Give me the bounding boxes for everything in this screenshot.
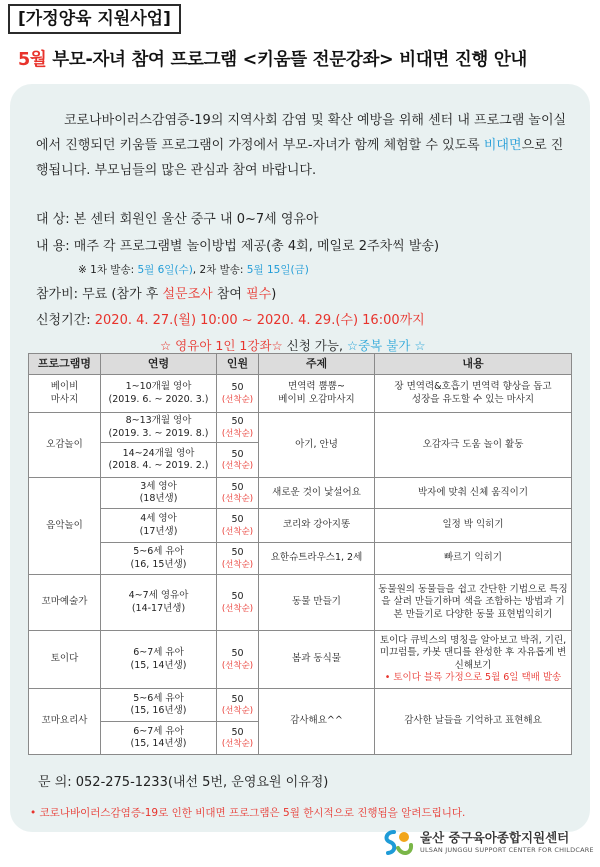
content-cell: 박자에 맞춰 신체 움직이기	[375, 478, 572, 509]
content-cell: 일정 박 익히기	[375, 509, 572, 543]
footnote: • 코로나바이러스감염증-19로 인한 비대면 프로그램은 5월 한시적으로 진행됨을 알려드립니다.	[30, 807, 466, 819]
topic-cell: 감사해요^^	[259, 689, 375, 755]
capacity-cell	[217, 722, 259, 755]
note-date-1: 5월 6일(수)	[137, 264, 193, 276]
program-name: 음악놀이	[29, 478, 101, 575]
table-row	[29, 478, 572, 509]
capacity-cell	[217, 443, 259, 478]
program-name: 오감놀이	[29, 413, 101, 478]
title-month: 5월	[18, 50, 47, 70]
program-name: 토이다	[29, 631, 101, 689]
toida-delivery-note: • 토이다 블록 가정으로 5월 6일 택배 발송	[384, 672, 562, 683]
table-row	[29, 413, 572, 443]
toida-desc: 토이다 큐빅스의 명칭을 알아보고 박쥐, 기린, 미끄럼틀, 카봇 댄디를 완성한 후 자유롭게 변신해보기	[379, 634, 567, 671]
contact-line: 문 의: 052-275-1233(내선 5번, 운영요원 이유정)	[38, 775, 329, 790]
topic-cell: 요한슈트라우스1, 2세	[259, 543, 375, 575]
capacity-cell	[217, 413, 259, 443]
topic-cell: 아기, 안녕	[259, 413, 375, 478]
capacity-value: 50	[231, 693, 244, 705]
capacity-cell	[217, 575, 259, 631]
capacity-value: 50	[231, 514, 244, 526]
center-logo	[380, 826, 600, 864]
topic-cell: 봄과 동식물	[259, 631, 375, 689]
age-cell: 4세 영아 (17년생)	[101, 509, 217, 543]
fee-survey: 설문조사	[162, 287, 213, 302]
program-table	[28, 353, 572, 755]
age-cell: 3세 영아 (18년생)	[101, 478, 217, 509]
content-cell: 오감자극 도움 놀이 활동	[375, 413, 572, 478]
age-cell: 4~7세 영유아 (14-17년생)	[101, 575, 217, 631]
target-line: 대 상: 본 센터 회원인 울산 중구 내 0~7세 영유아	[36, 212, 319, 227]
table-row	[29, 631, 572, 689]
fee-e: )	[271, 287, 277, 302]
topic-cell: 코리와 강아지똥	[259, 509, 375, 543]
content-cell: 장 면역력&호흡기 면역력 향상을 돕고 성장을 유도할 수 있는 마사지	[375, 375, 572, 413]
note-a: ※ 1차 발송:	[78, 264, 138, 276]
fee-required: 필수	[246, 287, 272, 302]
intro-text-1: 코로나바이러스감염증-19의 지역사회 감염 및 확산 예방을 위해 센터 내 프로그램 놀이실에서 진행되던 키움뜰 프로그램이 가정에서 부모-자녀가 함께 체험할 수 있도록	[36, 113, 567, 153]
capacity-value: 50	[231, 648, 244, 660]
capacity-value: 50	[231, 416, 244, 428]
content-cell: 빠르기 익히기	[375, 543, 572, 575]
capacity-sub: (선착순)	[221, 739, 254, 750]
capacity-sub: (선착순)	[221, 494, 254, 505]
fee-c: 참여	[212, 287, 247, 302]
program-name: 꼬마예술가	[29, 575, 101, 631]
period-line	[36, 309, 425, 328]
fee-line	[36, 283, 276, 302]
table-row	[29, 575, 572, 631]
fee-a: 참가비: 무료 (참가 후	[36, 287, 163, 302]
note-date-2: 5월 15일(금)	[246, 264, 309, 276]
capacity-cell	[217, 631, 259, 689]
age-cell: 5~6세 유아 (15, 16년생)	[101, 689, 217, 722]
capacity-cell	[217, 478, 259, 509]
table-header-row	[29, 354, 572, 375]
header-topic: 주제	[259, 354, 375, 375]
capacity-cell	[217, 689, 259, 722]
topic-cell: 새로운 것이 낯설어요	[259, 478, 375, 509]
intro-text-2: 으로 진행됩니다. 부모님들의 많은 관심과 참여 바랍니다.	[36, 138, 564, 178]
period-label: 신청기간:	[36, 313, 95, 328]
delivery-note	[78, 262, 309, 277]
capacity-sub: (선착순)	[221, 603, 254, 614]
capacity-sub: (선착순)	[221, 660, 254, 671]
table-row	[29, 375, 572, 413]
age-cell: 1~10개월 영아 (2019. 6. ~ 2020. 3.)	[101, 375, 217, 413]
capacity-value: 50	[231, 726, 244, 738]
center-logo-icon	[380, 828, 414, 858]
title-text: 부모-자녀 참여 프로그램 <키움뜰 전문강좌> 비대면 진행 안내	[46, 50, 528, 70]
header-content: 내용	[375, 354, 572, 375]
capacity-sub: (선착순)	[221, 461, 254, 472]
table-row	[29, 543, 572, 575]
content-cell: 동물원의 동물들을 쉽고 간단한 기법으로 특징을 살려 만들기하며 색을 조합하는 방법과 기본 만들기로 다양한 동물 표현법익히기	[375, 575, 572, 631]
age-cell: 8~13개월 영아 (2019. 3. ~ 2019. 8.)	[101, 413, 217, 443]
capacity-value: 50	[231, 547, 244, 559]
program-name: 베이비 마사지	[29, 375, 101, 413]
rule-line	[160, 336, 426, 354]
note-c: , 2차 발송:	[192, 264, 247, 276]
capacity-value: 50	[231, 382, 244, 394]
content-cell: 감사한 날들을 기억하고 표현해요	[375, 689, 572, 755]
intro-paragraph	[36, 108, 570, 183]
header-program: 프로그램명	[29, 354, 101, 375]
capacity-sub: (선착순)	[221, 559, 254, 570]
content-cell	[375, 631, 572, 689]
rule-b: 신청 가능,	[282, 338, 347, 353]
capacity-sub: (선착순)	[221, 706, 254, 717]
table-row	[29, 509, 572, 543]
capacity-sub: (선착순)	[221, 394, 254, 405]
capacity-sub: (선착순)	[221, 526, 254, 537]
center-name: 울산 중구육아종합지원센터	[420, 830, 570, 845]
rule-a: ☆ 영유아 1인 1강좌☆	[160, 338, 283, 353]
page-title	[18, 46, 527, 71]
center-name-en: ULSAN JUNGGU SUPPORT CENTER FOR CHILDCARE	[420, 846, 594, 854]
capacity-value: 50	[231, 448, 244, 460]
header-capacity: 인원	[217, 354, 259, 375]
table-row	[29, 689, 572, 722]
age-cell: 6~7세 유아 (15, 14년생)	[101, 631, 217, 689]
period-value: 2020. 4. 27.(월) 10:00 ~ 2020. 4. 29.(수) 16:00까지	[94, 313, 425, 328]
topic-cell: 면역력 뿜뿜~ 베이비 오감마사지	[259, 375, 375, 413]
age-cell: 14~24개월 영아 (2018. 4. ~ 2019. 2.)	[101, 443, 217, 478]
content-line: 내 용: 매주 각 프로그램별 놀이방법 제공(총 4회, 메일로 2주차씩 발송)	[36, 239, 440, 254]
topic-cell: 동물 만들기	[259, 575, 375, 631]
capacity-value: 50	[231, 481, 244, 493]
age-cell: 6~7세 유아 (15, 14년생)	[101, 722, 217, 755]
capacity-value: 50	[231, 591, 244, 603]
age-cell: 5~6세 유아 (16, 15년생)	[101, 543, 217, 575]
category-tag: [가정양육 지원사업]	[8, 4, 181, 34]
capacity-cell	[217, 375, 259, 413]
rule-c: ☆중복 불가 ☆	[346, 338, 426, 353]
header-age: 연령	[101, 354, 217, 375]
capacity-sub: (선착순)	[221, 428, 254, 439]
program-name: 꼬마요리사	[29, 689, 101, 755]
capacity-cell	[217, 543, 259, 575]
intro-highlight: 비대면	[483, 138, 522, 153]
capacity-cell	[217, 509, 259, 543]
